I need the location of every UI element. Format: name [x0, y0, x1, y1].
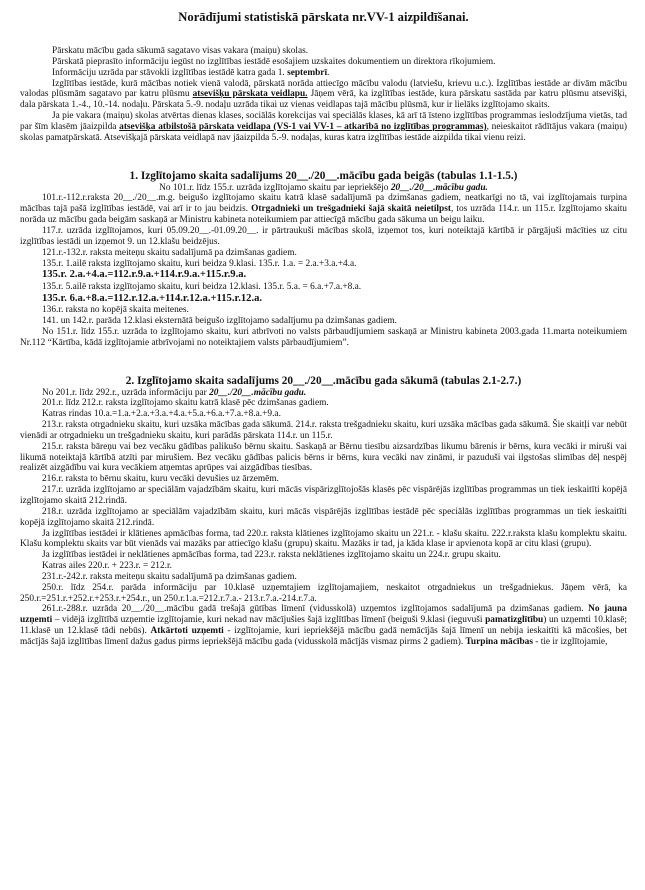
- section-2-paragraph-6: Ja izglītības iestādei ir neklātienes apmācības forma, tad 223.r. raksta neklātienes izglītojamo skaitu un 224.r. grupu skaitu.: [42, 550, 501, 561]
- section-1-formula-2: 135.r. 6.a.+8.a.=112.r.12.a.+114.r.12.a.+115.r.12.a.: [42, 292, 263, 304]
- bold-run: Otrgadnieki un trešgadnieki šajā skaitā neietilpst: [251, 204, 451, 215]
- section-2-paragraph-1: 213.r. raksta otrgadnieku skaitu, kuri uzsāka mācības gada sākumā. 214.r. raksta trešgadnieku skaitu, kuri uzsāka mācības gada sākumā. Šie skaitļi var nebūt vienādi ar otrgadnieku un trešgadnieku skaitu, kuri parādās pārskata 114.r. un 115.r.: [20, 420, 627, 441]
- intro-paragraph-4: [20, 79, 627, 112]
- section-1-paragraph-3: No 151.r. līdz 155.r. uzrāda to izglītojamo skaitu, kuri atbrīvoti no valsts pārbaudījumiem saskaņā ar Ministru kabineta 2003.gada 11.marta noteikumiem Nr.112 “Kārtība, kādā izglītojamie atbrīvojami no noteiktajiem valsts pārbaudījumiem”.: [20, 326, 627, 348]
- section-1: [20, 170, 627, 349]
- section-1-subtitle: [20, 183, 627, 194]
- text-run: 261.r.-288.r. uzrāda 20__./20__.mācību gadā trešajā gūtības līmenī (vidusskolā) uzņemtos izglītojamos sadalījumā pa dzimšanas gadiem.: [42, 604, 589, 615]
- section-2-paragraph-5: Ja izglītības iestādei ir klātienes apmācības forma, tad 220.r. raksta klātienes izglītojamo skaitu un 221.r. - klašu skaitu. 222.r.raksta klašu komplektu skaitu. Klašu komplektu skaits var būt vienāds vai mazāks par attiecīgo klašu (grupu) skaitu. Mazāks ir tad, ja kāda klase ir apvienota kopā ar citu klasi (grupu).: [20, 528, 627, 550]
- text-run: Informāciju uzrāda par stāvokli izglītības iestādē katra gada 1.: [52, 67, 285, 78]
- section-1-line-1: 121.r.-132.r. raksta meiteņu skaitu sadalījumā pa dzimšanas gadiem.: [42, 247, 297, 258]
- bold-run: No jauna uzņemti: [20, 604, 627, 626]
- section-2-line-2: Katras rindas 10.a.=1.a.+2.a.+3.a.+4.a.+5.a.+6.a.+7.a.+8.a.+9.a.: [42, 409, 281, 420]
- section-1-formula-1: 135.r. 2.a.+4.a.=112.r.9.a.+114.r.9.a.+115.r.9.a.: [42, 269, 247, 281]
- bold-run: Turpina mācības: [465, 636, 533, 647]
- intro-paragraph-2: Pārskatā pieprasīto informāciju iegūst no izglītības iestādē esošajiem uzskaites dokumentiem un direktora rīkojumiem.: [52, 56, 496, 67]
- section-1-paragraph-1: [20, 193, 627, 226]
- text-run: , neieskaitot rādītājus vakara (maiņu) skolas pamatpārskatā. Atsevišķajā pārskata veidlapā nav jāaizpilda 5.-9. nodaļas, kuras katra izglītības iestāde aizpilda tikai vienu reizi.: [20, 121, 627, 143]
- bold-run: Atkārtoti uzņemti: [150, 626, 224, 637]
- text-run: Jāņem vērā, ka izglītības iestāde, kura pārskatu sastāda par katru plūsmu atsevišķi, dala pārskata 1.-4., 10.-14. nodaļu. Pārskata 5.-9. nodaļu uzrāda tikai uz vienas veidlapas tajā mācību plūsmā, kur ir lielāks izglītojamo skaits.: [20, 89, 627, 111]
- section-1-line-6: 136.r. raksta no kopējā skaita meitenes.: [42, 305, 189, 316]
- section-2: [20, 375, 627, 648]
- section-2-line-4: Katras ailes 220.r. + 223.r. = 212.r.: [42, 561, 172, 572]
- section-1-line-2: 135.r. 1.ailē raksta izglītojamo skaitu, kuri beidza 9.klasi. 135.r. 1.a. = 2.a.+3.a.+4.a.: [42, 258, 357, 269]
- bold-underlined-run: atsevišķa atbilstošā pārskata veidlapa (VS-1 vai VV-1 – atkarībā no izglītības programmas): [119, 121, 487, 132]
- spacer: [20, 144, 627, 170]
- intro-paragraph-1: Pārskatu mācību gada sākumā sagatavo visas vakara (maiņu) skolas.: [52, 46, 309, 56]
- section-1-line-7: 141. un 142.r. parāda 12.klasi eksternātā beigušo izglītojamo sadalījumu pa dzimšanas gadiem.: [42, 316, 397, 327]
- text-run: ) un uzņemti 10.klasē; 11.klasē un 12.klasē tādi nebūs).: [20, 615, 627, 637]
- intro-paragraph-3: [20, 68, 627, 79]
- section-2-line-1: 201.r. līdz 212.r. raksta izglītojamo skaitu katrā klasē pēc dzimšanas gadiem.: [42, 398, 329, 409]
- bold-run: pamatizglītību: [485, 615, 544, 626]
- section-2-paragraph-7: 250.r. līdz 254.r. parāda informāciju par 10.klasē uzņemtajiem izglītojamajiem, neskaitot otrgadniekus un trešgadniekus. Jāņem vērā, ka 250.r.=251.r.+252.r.+253.r.+254.r., un 250.r.1.a.=212.r.7.a.- 213.r.7.a.-214.r.7.a.: [20, 582, 627, 604]
- section-2-line-5: 231.r.-242.r. raksta meiteņu skaitu sadalījumā pa dzimšanas gadiem.: [42, 571, 297, 582]
- section-2-heading: 2. Izglītojamo skaita sadalījums 20__./20__.mācību gada sākumā (tabulas 2.1-2.7.): [125, 374, 522, 387]
- section-2-paragraph-2: 215.r. raksta bāreņu vai bez vecāku gādības palikušo bērnu skaitu. Saskaņā ar Bērnu tiesību aizsardzības likumu bārenis ir bērns, kura vecāki ir miruši vai likumā noteiktajā kārtībā atzīti par mirušiem. Bez vecāku gādības palicis bērns ir bērns, kura vecāki nav zināmi, ir pazuduši vai ilgstošas slimības dēļ nespēj realizēt aizgādību vai kura vecākiem atņemtas aprūpes vai aizgādības tiesības.: [20, 441, 627, 474]
- section-2-paragraph-4: 218.r. uzrāda izglītojamo ar speciālām vajadzībām skaitu, kuri mācās vispārējās izglītības iestādē pēc speciālās izglītības programmas un tiek ieskaitīti kopējā izglītojamo skaitā 212.rindā.: [20, 506, 627, 528]
- section-2-paragraph-8: [20, 604, 627, 647]
- intro-paragraph-5: [20, 111, 627, 144]
- section-2-paragraph-3: 217.r. uzrāda izglītojamo ar speciālām vajadzībām skaitu, kuri mācās vispārizglītojošās klasēs pēc vispārējās izglītības programmas un tiek ieskaitīti kopējā izglītojamo skaitā 212.rindā.: [20, 485, 627, 506]
- text-run: No 201.r. līdz 292.r., uzrāda informāciju par: [42, 387, 210, 398]
- bold-underlined-run: atsevišķu pārskata veidlapu.: [192, 89, 308, 100]
- section-1-heading: 1. Izglītojamo skaita sadalījums 20__./20__.mācību gada beigās (tabulas 1.1-1.5.): [129, 169, 518, 182]
- document-title: Norādījumi statistiskā pārskata nr.VV-1 aizpildīšanai.: [178, 10, 469, 24]
- bold-italic-run: 20__./20__.mācību gadu.: [390, 182, 488, 193]
- text-run: , tos uzrāda 114.r. un 115.r. Izglītojamo skaitu norāda uz mācību gada beigām saskaņā ar Ministru kabineta noteikumiem par attiecīgā mācību gada sākuma un beigu laiku.: [20, 204, 627, 226]
- text-run: .: [327, 67, 330, 78]
- section-2-line-3: 216.r. raksta to bērnu skaitu, kuru vecāki devušies uz ārzemēm.: [42, 474, 279, 485]
- text-run: Ja pie vakara (maiņu) skolas atvērtas dienas klases, sociālās korekcijas vai speciālās klases, kā arī tā īsteno izglītības programmas ieslodzījuma vietās, tad par šīm klasēm jāaizpilda: [20, 111, 627, 132]
- section-1-paragraph-2: 117.r. uzrāda izglītojamos, kuri 05.09.20__.-01.09.20__. ir pārtraukuši mācības skolā, izņemot tos, kuri noteiktajā kārtībā ir pārgājuši mācīties uz citu izglītības iestādi un izņemot 9. un 12.klašu beidzējus.: [20, 225, 627, 247]
- spacer: [20, 349, 627, 375]
- text-run: - izglītojamie, kuri iepriekšējā mācību gadā nemācījās šajā līmenī un nebija ieskaitīti kā mācošies, bet mācījās šajā izglītības līmenī dažus gadus pirms iepriekšējā mācību gada (vidusskolā mācījās vismaz pirms 2 gadiem).: [20, 626, 627, 647]
- text-run: No 101.r. līdz 155.r. uzrāda izglītojamo skaitu par iepriekšējo: [159, 182, 391, 193]
- text-run: - tie ir izglītojamie,: [532, 636, 608, 647]
- intro-section: [20, 46, 627, 144]
- text-run: Izglītības iestāde, kurā mācības notiek vienā valodā, pārskatā norāda attiecīgo mācību valodu (latviešu, krievu u.c.). Izglītības iestāde ar divām mācību valodas plūsmām sagatavo par katru plūsmu: [20, 78, 627, 100]
- section-2-subtitle: [20, 388, 627, 399]
- text-run: – vidējā izglītībā uzņemtie izglītojamie, kuri nekad nav mācījušies šajā izglītības līmenī (beiguši 9.klasi (ieguvuši: [52, 615, 486, 626]
- section-1-line-4: 135.r. 5.ailē raksta izglītojamo skaitu, kuri beidza 12.klasi. 135.r. 5.a. = 6.a.+7.a.+8.a.: [42, 281, 362, 292]
- text-run: 101.r.-112.r.raksta 20__./20__.m.g. beigušo izglītojamo skaitu katrā klasē sadalījumā pa dzimšanas gadiem, neatkarīgi no tā, vai izglītojamais turpina mācības tajā pašā izglītības iestādē, vai arī ir to jau beidzis.: [20, 193, 627, 215]
- bold-run: septembrī: [287, 67, 328, 78]
- bold-italic-run: 20__./20__.mācību gadu.: [209, 387, 307, 398]
